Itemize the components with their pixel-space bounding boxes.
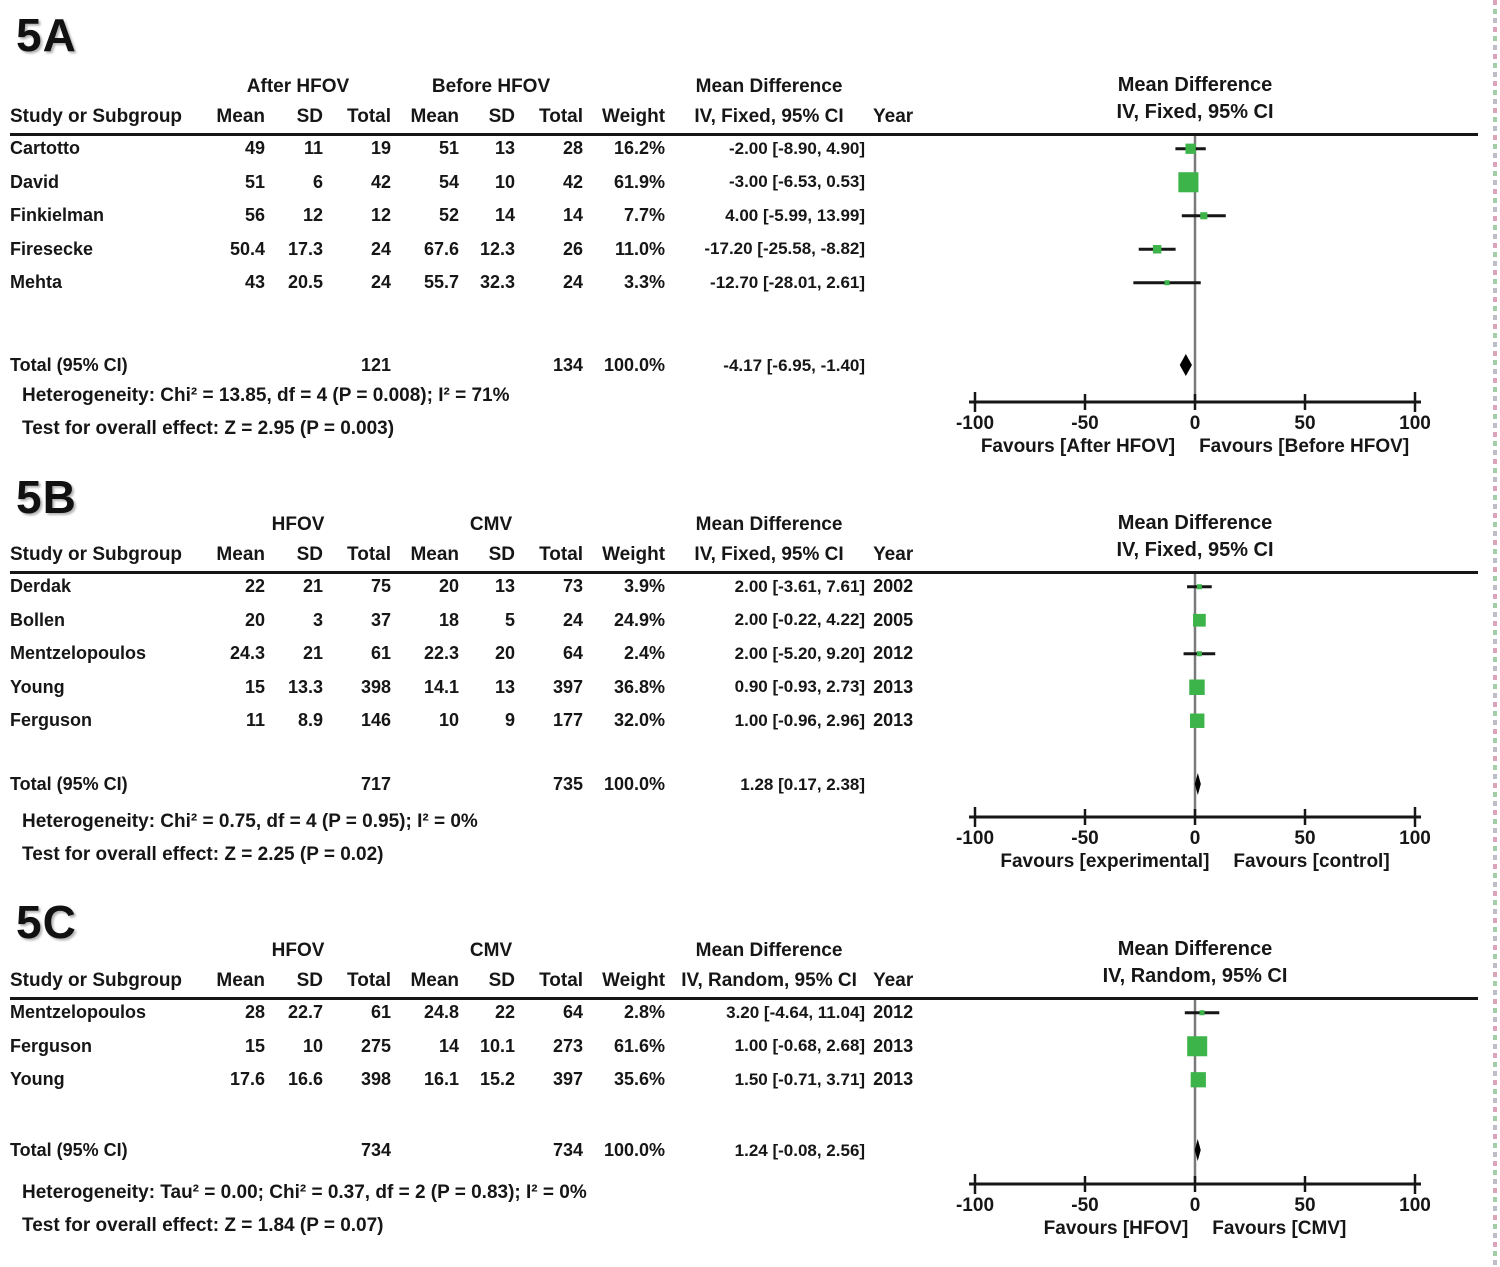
column-header-9: Year	[873, 970, 914, 991]
study-row	[10, 266, 929, 300]
cell-value-3: 16.1	[423, 1069, 460, 1090]
study-row	[10, 132, 929, 166]
x-axis-tick-label: -50	[1071, 828, 1099, 849]
plot-effect-method: IV, Fixed, 95% CI	[1116, 539, 1274, 561]
cell-total-ci: -4.17 [-6.95, -1.40]	[723, 355, 866, 375]
cell-study: Derdak	[10, 576, 72, 597]
column-header-1: Mean	[216, 544, 265, 565]
cell-value-0: 49	[244, 138, 265, 159]
favours-labels	[940, 436, 1450, 458]
cell-ci: 2.00 [-5.20, 9.20]	[734, 643, 866, 663]
cell-value-1: 21	[302, 643, 323, 664]
study-table	[10, 510, 929, 802]
study-table	[10, 72, 929, 383]
gh-blank	[10, 510, 205, 540]
cell-study: Mehta	[10, 272, 63, 293]
cell-ci: 1.00 [-0.68, 2.68]	[734, 1036, 866, 1056]
cell-ci: -2.00 [-8.90, 4.90]	[728, 138, 866, 158]
column-header-6: Total	[539, 970, 584, 991]
cell-value-2: 42	[370, 171, 392, 192]
study-row	[10, 704, 929, 738]
cell-total-year	[873, 349, 929, 383]
cell-value-6: 36.8%	[614, 676, 666, 697]
column-header-8: IV, Fixed, 95% CI	[694, 106, 844, 127]
cell-total-2: 717	[360, 774, 392, 795]
column-header-0: Study or Subgroup	[10, 106, 183, 127]
effect-square	[1165, 280, 1170, 285]
cell-ci: 4.00 [-5.99, 13.99]	[725, 205, 866, 225]
study-table-host	[10, 72, 929, 383]
cell-value-1: 17.3	[287, 238, 323, 259]
cell-value-3: 20	[439, 576, 460, 597]
cell-value-4: 10.1	[479, 1035, 516, 1056]
cell-value-6: 61.6%	[614, 1035, 666, 1056]
x-axis-tick-label: -100	[955, 413, 995, 434]
cell-value-0: 50.4	[229, 238, 265, 259]
panel-5A	[0, 0, 1500, 470]
cell-total-6: 100.0%	[604, 774, 666, 795]
cell-value-3: 22.3	[423, 643, 460, 664]
cell-value-4: 22	[495, 1002, 516, 1023]
cell-value-0: 11	[245, 710, 265, 731]
cell-year: 2005	[873, 609, 914, 630]
cell-value-0: 20	[244, 609, 265, 630]
cell-value-6: 61.9%	[613, 171, 666, 192]
column-header-1: Mean	[216, 970, 265, 991]
x-axis-tick-label: 100	[1399, 413, 1431, 434]
column-header-3: Total	[347, 106, 392, 127]
effect-square	[1193, 614, 1206, 627]
plot-effect-header	[940, 510, 1450, 564]
panel-5B	[0, 470, 1500, 893]
group2-header: CMV	[469, 514, 513, 535]
cell-value-2: 24	[370, 272, 392, 293]
cell-value-5: 14	[563, 205, 584, 226]
column-header-9: Year	[873, 544, 914, 565]
cell-value-1: 6	[312, 171, 323, 192]
cell-value-4: 5	[505, 609, 516, 630]
cell-total-2: 734	[360, 1140, 392, 1161]
plot-effect-title: Mean Difference	[1117, 512, 1273, 534]
cell-total-ci: 1.24 [-0.08, 2.56]	[734, 1140, 866, 1160]
x-axis-tick-label: 100	[1399, 828, 1431, 849]
group2-header: Before HFOV	[431, 76, 551, 97]
total-row	[10, 349, 929, 383]
favours-right-label: Favours [CMV]	[1212, 1218, 1347, 1239]
gh-blank	[873, 72, 929, 102]
overall-effect-text: Test for overall effect: Z = 2.95 (P = 0.003)	[22, 418, 395, 439]
study-row	[10, 996, 929, 1030]
heterogeneity-text: Heterogeneity: Chi² = 0.75, df = 4 (P = 0.95); I² = 0%	[22, 811, 478, 832]
column-header-5: SD	[488, 970, 516, 991]
overall-effect-text: Test for overall effect: Z = 1.84 (P = 0.07)	[22, 1215, 384, 1236]
cell-ci: 1.00 [-0.96, 2.96]	[734, 710, 866, 730]
spacer-row	[10, 1097, 929, 1135]
cell-value-0: 15	[244, 676, 265, 697]
cell-total-0	[205, 1134, 273, 1168]
cell-year: 2012	[873, 643, 914, 664]
cell-study: Mentzelopoulos	[10, 643, 146, 664]
effect-square	[1190, 714, 1204, 728]
cell-value-3: 14.1	[423, 676, 460, 697]
effect-square	[1178, 172, 1198, 192]
cell-value-2: 24	[370, 238, 392, 259]
column-header-7: Weight	[602, 544, 666, 565]
favours-labels	[940, 851, 1450, 873]
effect-square	[1187, 1036, 1207, 1056]
column-header-2: SD	[296, 544, 323, 565]
header-rule	[10, 571, 1478, 574]
cell-value-6: 11.0%	[614, 238, 666, 259]
cell-value-2: 398	[360, 676, 392, 697]
column-header-5: SD	[488, 544, 516, 565]
cell-study: Young	[10, 1069, 65, 1090]
cell-value-6: 7.7%	[624, 205, 666, 226]
cell-value-1: 21	[302, 576, 323, 597]
cell-value-3: 18	[439, 609, 460, 630]
cell-year: 2013	[873, 710, 914, 731]
favours-left-label: Favours [After HFOV]	[980, 436, 1176, 457]
cell-value-2: 398	[360, 1069, 392, 1090]
cell-year: 2013	[873, 1069, 914, 1090]
cell-ci: 2.00 [-0.22, 4.22]	[734, 610, 866, 630]
cell-ci: -17.20 [-25.58, -8.82]	[704, 239, 866, 259]
column-header-5: SD	[488, 106, 516, 127]
column-header-4: Mean	[410, 970, 460, 991]
cell-value-5: 273	[553, 1035, 584, 1056]
cell-study: Young	[10, 676, 65, 697]
study-row	[10, 199, 929, 233]
study-table-host	[10, 510, 929, 802]
cell-value-3: 10	[439, 710, 460, 731]
cell-value-3: 55.7	[423, 272, 460, 293]
cell-year	[873, 266, 929, 300]
heterogeneity-text: Heterogeneity: Chi² = 13.85, df = 4 (P = 0.008); I² = 71%	[22, 385, 510, 406]
column-header-4: Mean	[410, 106, 460, 127]
column-header-3: Total	[347, 970, 392, 991]
effect-square	[1153, 245, 1161, 253]
column-header-2: SD	[296, 106, 323, 127]
cell-year: 2002	[873, 576, 914, 597]
effect-square	[1200, 212, 1207, 219]
cell-value-1: 20.5	[287, 272, 323, 293]
cell-value-6: 35.6%	[614, 1069, 666, 1090]
cell-ci: 0.90 [-0.93, 2.73]	[734, 677, 866, 697]
cell-year: 2013	[873, 676, 914, 697]
effect-square	[1197, 584, 1202, 589]
spacer-row	[10, 300, 929, 350]
x-axis-tick-label: 50	[1294, 413, 1316, 434]
cell-value-3: 54	[438, 171, 460, 192]
group1-header: HFOV	[271, 514, 325, 535]
column-header-2: SD	[296, 970, 323, 991]
panel-5C	[0, 893, 1500, 1267]
cell-value-5: 73	[563, 576, 584, 597]
cell-value-3: 52	[438, 205, 460, 226]
cell-value-1: 13.3	[287, 676, 323, 697]
cell-value-0: 15	[244, 1035, 265, 1056]
cell-value-0: 17.6	[229, 1069, 265, 1090]
cell-value-1: 8.9	[297, 710, 323, 731]
gh-blank	[10, 72, 205, 102]
cell-value-4: 13	[495, 576, 516, 597]
cell-total-4	[467, 1134, 523, 1168]
cell-value-0: 24.3	[229, 643, 265, 664]
cell-value-2: 19	[370, 138, 392, 159]
column-header-0: Study or Subgroup	[10, 544, 183, 565]
cell-total-3	[399, 768, 467, 802]
cell-total-6: 100.0%	[603, 355, 666, 376]
cell-total-year	[873, 768, 929, 802]
total-diamond	[1180, 354, 1192, 376]
cell-total-5: 734	[553, 1140, 584, 1161]
cell-value-4: 20	[495, 643, 516, 664]
header-rule	[10, 133, 1478, 136]
cell-value-1: 11	[303, 138, 323, 159]
cell-value-6: 32.0%	[614, 710, 666, 731]
panel-label: 5B	[16, 471, 77, 523]
cell-value-5: 64	[563, 643, 584, 664]
cell-value-4: 13	[495, 676, 516, 697]
study-table-host	[10, 936, 929, 1168]
cell-total-4	[467, 349, 523, 383]
cell-study: Mentzelopoulos	[10, 1002, 146, 1023]
cell-value-5: 177	[553, 710, 584, 731]
cell-value-3: 67.6	[423, 238, 460, 259]
cell-value-5: 42	[563, 171, 584, 192]
gh-blank	[873, 936, 929, 966]
cell-total-6: 100.0%	[604, 1140, 666, 1161]
plot-effect-title: Mean Difference	[1117, 74, 1273, 96]
effect-square	[1185, 144, 1195, 154]
group1-header: HFOV	[271, 940, 325, 961]
cell-value-2: 275	[360, 1035, 392, 1056]
cell-total-year	[873, 1134, 929, 1168]
gh-blank	[10, 936, 205, 966]
effect-group-header: Mean Difference	[695, 514, 843, 535]
plot-effect-header	[940, 72, 1450, 126]
total-diamond	[1195, 773, 1201, 795]
cell-value-4: 9	[505, 710, 516, 731]
column-header-3: Total	[347, 544, 392, 565]
x-axis-tick-label: 0	[1189, 1195, 1201, 1216]
cell-total-1	[273, 1134, 331, 1168]
cell-value-1: 22.7	[287, 1002, 323, 1023]
cell-total-4	[467, 768, 523, 802]
effect-group-header: Mean Difference	[695, 940, 843, 961]
scan-edge-artifact	[1493, 0, 1497, 1267]
cell-value-1: 10	[302, 1035, 323, 1056]
gh-blank	[591, 72, 673, 102]
cell-ci: 2.00 [-3.61, 7.61]	[734, 576, 866, 596]
effect-group-header: Mean Difference	[695, 76, 843, 97]
cell-study: Ferguson	[10, 710, 93, 731]
column-header-7: Weight	[602, 106, 666, 127]
panel-label: 5C	[16, 896, 77, 948]
cell-value-0: 56	[244, 205, 265, 226]
cell-total-2: 121	[360, 355, 392, 376]
cell-value-3: 24.8	[423, 1002, 460, 1023]
cell-value-4: 32.3	[479, 272, 516, 293]
study-table	[10, 936, 929, 1168]
plot-effect-title: Mean Difference	[1117, 938, 1273, 960]
column-header-0: Study or Subgroup	[10, 970, 183, 991]
study-row	[10, 166, 929, 200]
study-row	[10, 233, 929, 267]
cell-total-0	[205, 349, 273, 383]
cell-value-2: 61	[371, 1002, 392, 1023]
cell-value-6: 3.3%	[624, 272, 666, 293]
effect-square	[1189, 680, 1204, 695]
cell-ci: 3.20 [-4.64, 11.04]	[726, 1002, 866, 1022]
column-header-6: Total	[539, 544, 584, 565]
cell-value-5: 24	[563, 272, 584, 293]
cell-value-0: 22	[244, 576, 265, 597]
cell-year	[873, 233, 929, 267]
column-header-6: Total	[539, 106, 584, 127]
cell-value-6: 24.9%	[614, 609, 666, 630]
group2-header: CMV	[469, 940, 513, 961]
plot-effect-header	[940, 936, 1450, 990]
cell-study: Finkielman	[10, 205, 105, 226]
x-axis-tick-label: 50	[1294, 1195, 1316, 1216]
cell-value-4: 10	[494, 171, 516, 192]
column-header-4: Mean	[410, 544, 460, 565]
cell-value-5: 28	[563, 138, 584, 159]
favours-labels	[940, 1218, 1450, 1240]
x-axis-tick-label: -50	[1071, 413, 1099, 434]
header-rule	[10, 997, 1478, 1000]
x-axis-tick-label: 50	[1294, 828, 1316, 849]
gh-blank	[591, 936, 673, 966]
cell-value-1: 16.6	[287, 1069, 323, 1090]
cell-value-5: 397	[553, 1069, 584, 1090]
cell-value-1: 12	[302, 205, 323, 226]
cell-total-label: Total (95% CI)	[10, 1140, 128, 1161]
total-diamond	[1195, 1139, 1201, 1161]
cell-study: Bollen	[10, 609, 66, 630]
cell-value-6: 2.8%	[624, 1002, 666, 1023]
cell-year	[873, 166, 929, 200]
study-row	[10, 1030, 929, 1064]
cell-year	[873, 199, 929, 233]
effect-square	[1197, 651, 1202, 656]
cell-value-5: 26	[563, 238, 584, 259]
gh-blank	[873, 510, 929, 540]
cell-study: Firesecke	[10, 238, 94, 259]
gh-blank	[591, 510, 673, 540]
x-axis-tick-label: 100	[1399, 1195, 1431, 1216]
cell-ci: -12.70 [-28.01, 2.61]	[710, 272, 866, 292]
cell-ci: 1.50 [-0.71, 3.71]	[734, 1069, 866, 1089]
favours-right-label: Favours [control]	[1233, 851, 1390, 872]
cell-value-5: 24	[563, 609, 584, 630]
cell-year: 2013	[873, 1035, 914, 1056]
column-header-8: IV, Random, 95% CI	[681, 970, 857, 991]
cell-value-3: 51	[438, 138, 460, 159]
cell-value-4: 15.2	[479, 1069, 516, 1090]
cell-year: 2012	[873, 1002, 914, 1023]
group1-header: After HFOV	[246, 76, 350, 97]
cell-year	[873, 132, 929, 166]
cell-value-2: 146	[360, 710, 392, 731]
cell-total-1	[273, 349, 331, 383]
cell-total-ci: 1.28 [0.17, 2.38]	[740, 774, 866, 794]
cell-value-2: 61	[371, 643, 392, 664]
cell-total-5: 735	[553, 774, 584, 795]
cell-value-4: 13	[494, 138, 516, 159]
cell-study: Cartotto	[10, 138, 80, 159]
cell-value-2: 37	[371, 609, 392, 630]
cell-study: Ferguson	[10, 1035, 93, 1056]
x-axis-tick-label: 0	[1189, 828, 1201, 849]
plot-effect-method: IV, Fixed, 95% CI	[1116, 101, 1274, 123]
cell-total-1	[273, 768, 331, 802]
study-row	[10, 637, 929, 671]
cell-total-3	[399, 349, 467, 383]
effect-square	[1200, 1010, 1205, 1015]
cell-value-0: 51	[244, 171, 265, 192]
cell-value-1: 3	[312, 609, 323, 630]
study-row	[10, 570, 929, 604]
cell-value-4: 14	[494, 205, 516, 226]
cell-value-6: 2.4%	[624, 643, 666, 664]
study-row	[10, 1063, 929, 1097]
cell-value-0: 28	[244, 1002, 265, 1023]
spacer-row	[10, 738, 929, 769]
total-row	[10, 1134, 929, 1168]
favours-right-label: Favours [Before HFOV]	[1199, 436, 1410, 457]
column-header-9: Year	[873, 106, 914, 127]
cell-value-0: 43	[244, 272, 265, 293]
panel-label: 5A	[16, 9, 77, 61]
cell-total-label: Total (95% CI)	[10, 355, 128, 376]
x-axis-tick-label: -100	[955, 1195, 995, 1216]
cell-value-3: 14	[439, 1035, 460, 1056]
column-header-7: Weight	[602, 970, 666, 991]
cell-total-0	[205, 768, 273, 802]
cell-value-6: 3.9%	[624, 576, 666, 597]
total-row	[10, 768, 929, 802]
heterogeneity-text: Heterogeneity: Tau² = 0.00; Chi² = 0.37, df = 2 (P = 0.83); I² = 0%	[22, 1182, 587, 1203]
plot-effect-method: IV, Random, 95% CI	[1102, 965, 1288, 987]
x-axis-tick-label: 0	[1189, 413, 1201, 434]
cell-total-3	[399, 1134, 467, 1168]
cell-value-5: 397	[553, 676, 584, 697]
cell-ci: -3.00 [-6.53, 0.53]	[728, 172, 866, 192]
favours-left-label: Favours [experimental]	[1000, 851, 1210, 872]
x-axis-tick-label: -50	[1071, 1195, 1099, 1216]
cell-value-2: 12	[370, 205, 392, 226]
column-header-8: IV, Fixed, 95% CI	[694, 544, 844, 565]
cell-total-5: 134	[552, 355, 584, 376]
cell-total-label: Total (95% CI)	[10, 774, 128, 795]
cell-value-6: 16.2%	[613, 138, 666, 159]
column-header-1: Mean	[216, 106, 265, 127]
cell-value-2: 75	[371, 576, 392, 597]
study-row	[10, 671, 929, 705]
cell-study: David	[10, 171, 60, 192]
overall-effect-text: Test for overall effect: Z = 2.25 (P = 0.02)	[22, 844, 384, 865]
effect-square	[1191, 1072, 1206, 1087]
x-axis-tick-label: -100	[955, 828, 995, 849]
favours-left-label: Favours [HFOV]	[1043, 1218, 1189, 1239]
study-row	[10, 604, 929, 638]
cell-value-4: 12.3	[479, 238, 516, 259]
cell-value-5: 64	[563, 1002, 584, 1023]
